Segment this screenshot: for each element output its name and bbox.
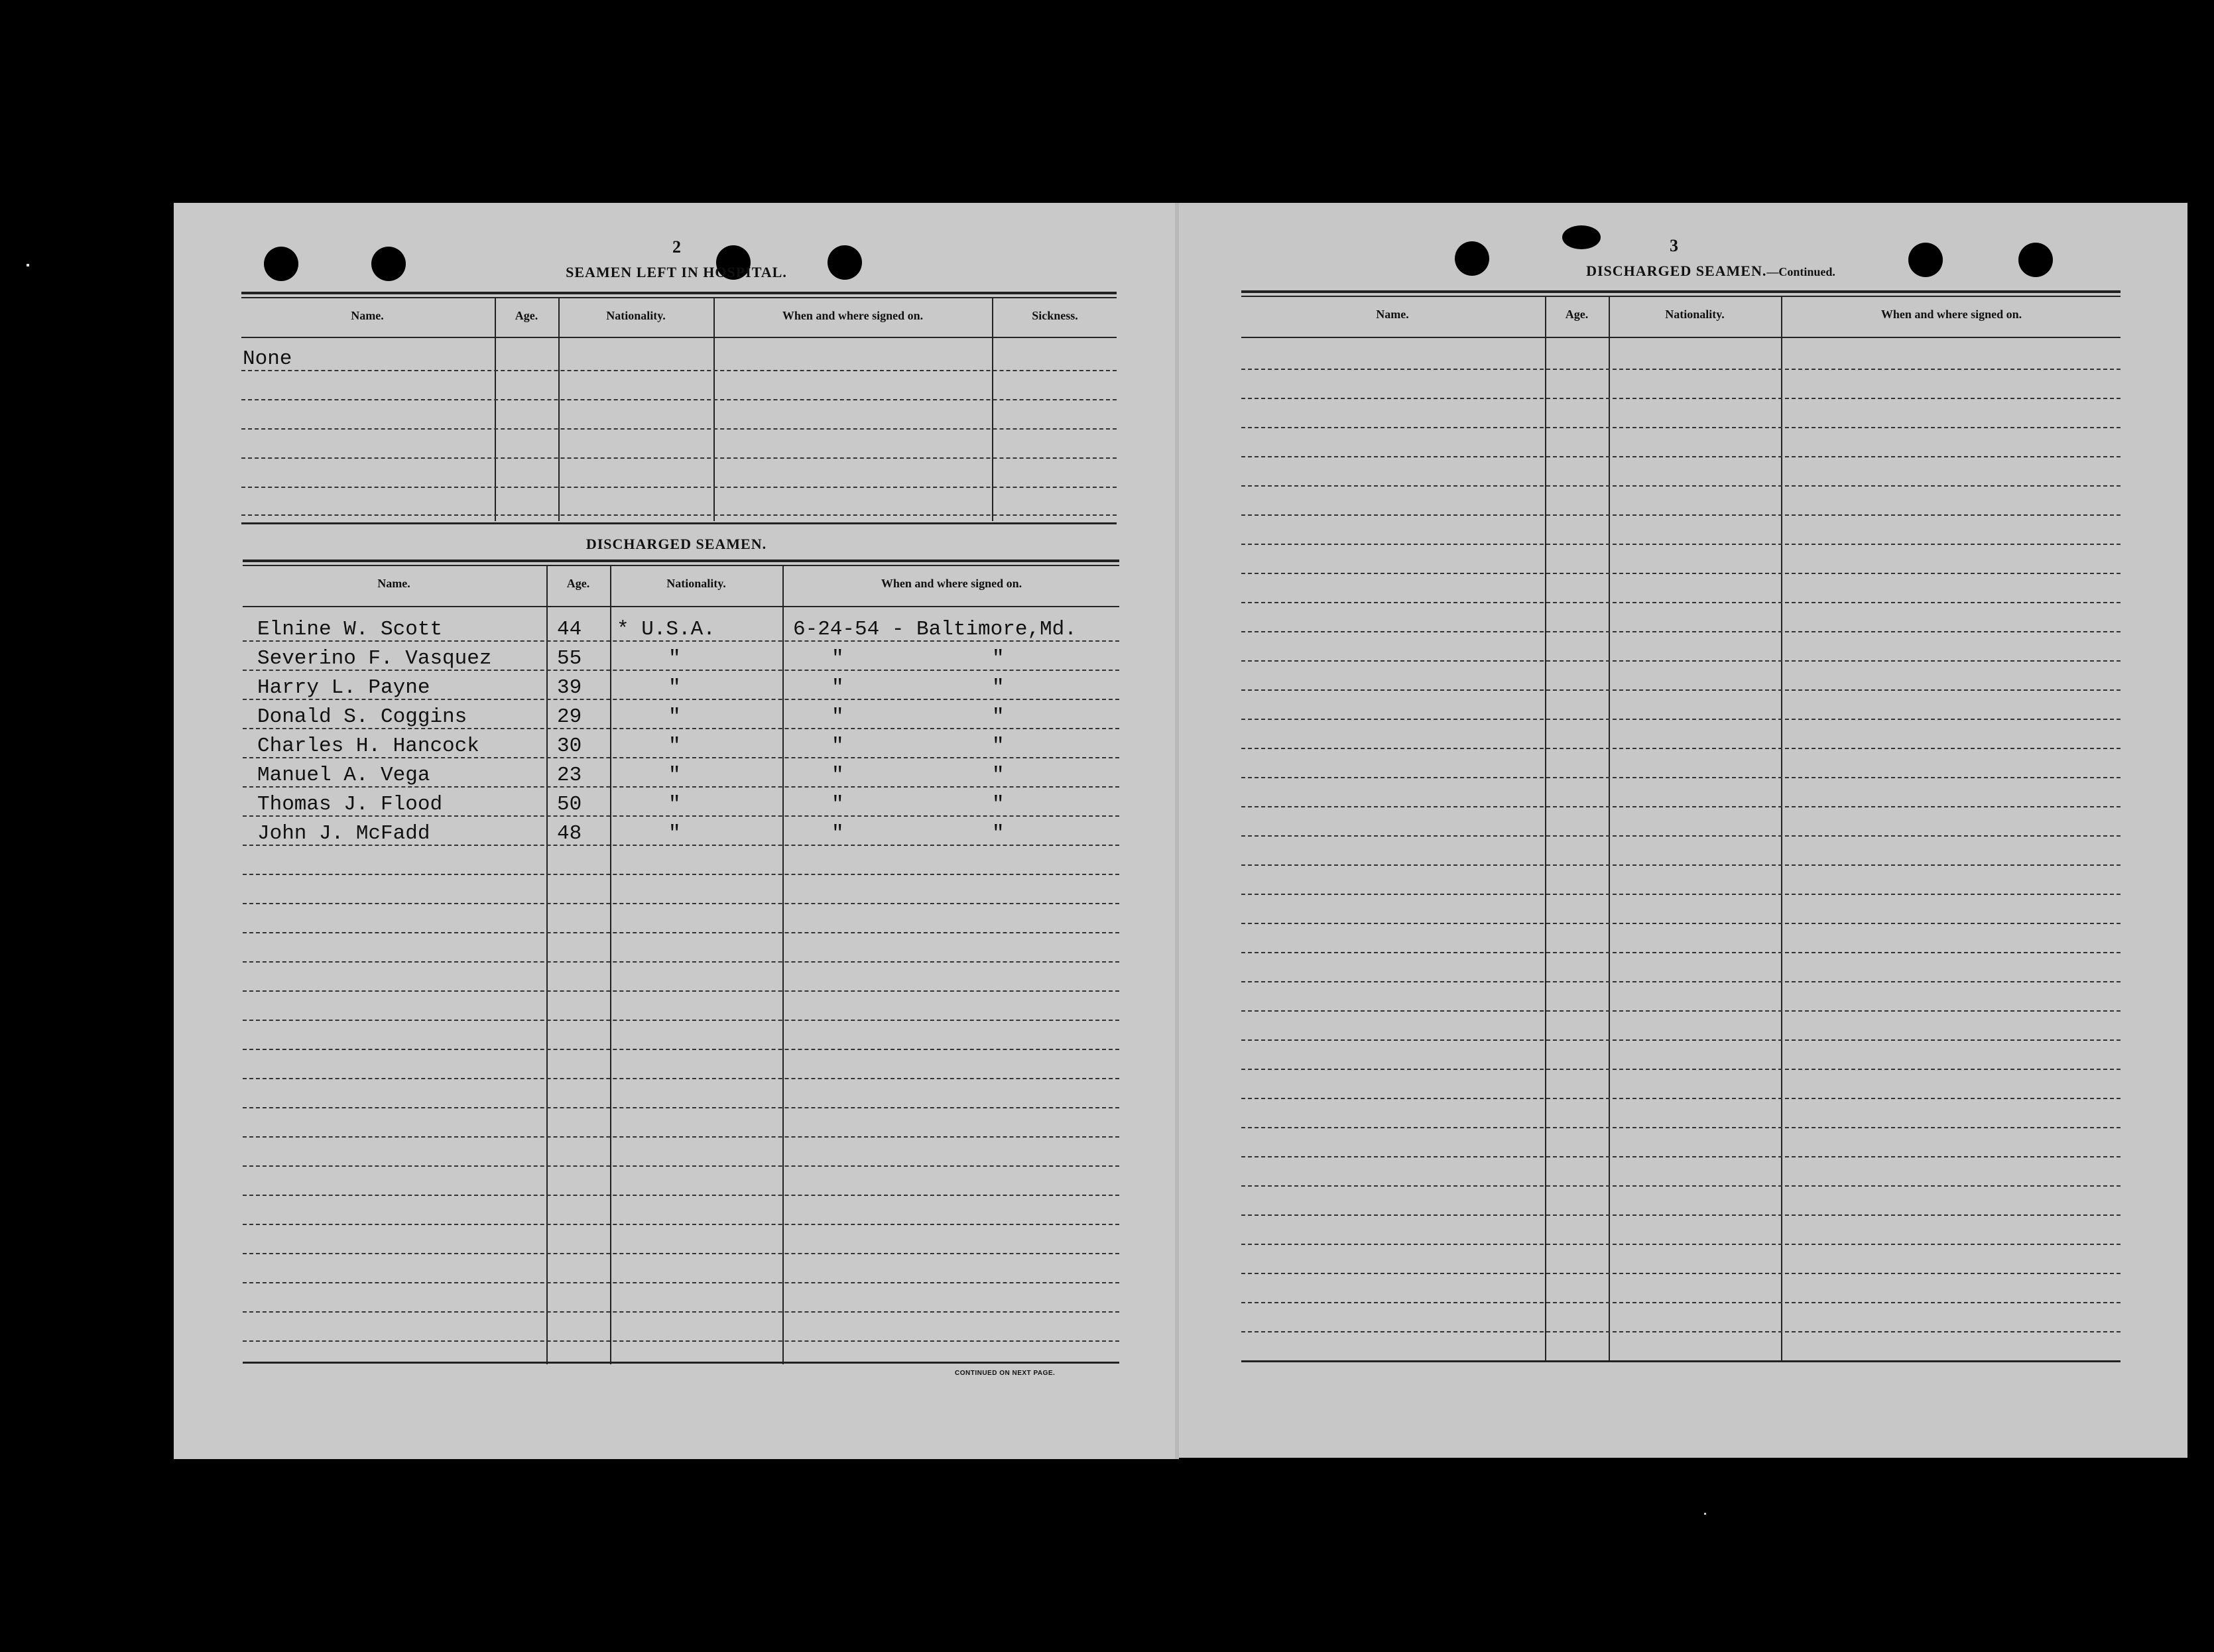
seaman-signed-place: " — [992, 676, 1005, 699]
seaman-signed-on: " — [831, 676, 844, 699]
seaman-name: Elnine W. Scott — [257, 618, 443, 641]
seaman-signed-on: 6-24-54 - Baltimore,Md. — [793, 618, 1077, 641]
seaman-signed-place: " — [992, 735, 1005, 758]
punch-hole — [1455, 241, 1489, 276]
seaman-name: John J. McFadd — [257, 822, 430, 845]
col-header-nationality: Nationality. — [1665, 308, 1725, 321]
col-header-signed-on: When and where signed on. — [881, 577, 1022, 590]
seaman-signed-on: " — [831, 822, 844, 845]
seaman-nationality: " — [668, 793, 681, 816]
seaman-signed-on: " — [831, 735, 844, 758]
title-main: DISCHARGED SEAMEN. — [1586, 263, 1767, 279]
discharged-table — [243, 560, 1119, 1366]
col-header-sickness: Sickness. — [1032, 309, 1078, 322]
page-number: 3 — [1670, 236, 1678, 255]
seaman-nationality: " — [668, 647, 681, 670]
col-header-name: Name. — [351, 309, 384, 322]
col-header-name: Name. — [1376, 308, 1409, 321]
seaman-age: 48 — [557, 822, 582, 845]
seaman-signed-place: " — [992, 647, 1005, 670]
col-header-signed-on: When and where signed on. — [782, 309, 924, 322]
seaman-signed-on: " — [831, 793, 844, 816]
punch-hole — [371, 247, 406, 281]
seaman-age: 23 — [557, 764, 582, 787]
hospital-entry: None — [243, 347, 292, 371]
seaman-name: Charles H. Hancock — [257, 735, 479, 758]
seaman-name: Manuel A. Vega — [257, 764, 430, 787]
seaman-signed-place: " — [992, 764, 1005, 787]
page-fold — [1175, 203, 1179, 1459]
col-header-age: Age. — [1565, 308, 1589, 321]
discharged-section-title: DISCHARGED SEAMEN. — [585, 536, 767, 552]
seaman-signed-on: " — [831, 647, 844, 670]
punch-hole — [2018, 243, 2053, 277]
seaman-age: 30 — [557, 735, 582, 758]
discharged-continued-table — [1241, 290, 2121, 1364]
hospital-table — [241, 292, 1117, 525]
col-header-nationality: Nationality. — [606, 309, 666, 322]
seaman-name: Severino F. Vasquez — [257, 647, 492, 670]
seaman-age: 29 — [557, 705, 582, 729]
seaman-signed-place: " — [992, 822, 1005, 845]
seaman-signed-place: " — [992, 705, 1005, 729]
seaman-age: 55 — [557, 647, 582, 670]
col-header-age: Age. — [515, 309, 538, 322]
punch-hole — [1908, 243, 1943, 277]
punch-hole — [264, 247, 298, 281]
page-number: 2 — [672, 237, 681, 257]
seaman-age: 39 — [557, 676, 582, 699]
seaman-nationality: " — [668, 764, 681, 787]
seaman-nationality: * U.S.A. — [617, 618, 715, 641]
seaman-signed-place: " — [992, 793, 1005, 816]
seaman-nationality: " — [668, 735, 681, 758]
seaman-nationality: " — [668, 676, 681, 699]
discharged-continued-title — [1525, 263, 1896, 280]
seaman-age: 50 — [557, 793, 582, 816]
punch-hole — [1562, 225, 1601, 249]
seaman-signed-on: " — [831, 705, 844, 729]
seaman-nationality: " — [668, 822, 681, 845]
continued-note: CONTINUED ON NEXT PAGE. — [955, 1370, 1056, 1377]
col-header-signed-on: When and where signed on. — [1880, 308, 2022, 321]
seaman-name: Donald S. Coggins — [257, 705, 467, 729]
seaman-name: Thomas J. Flood — [257, 793, 443, 816]
col-header-nationality: Nationality. — [666, 577, 726, 590]
seaman-age: 44 — [557, 618, 582, 641]
col-header-name: Name. — [377, 577, 410, 590]
hospital-section-title: SEAMEN LEFT IN HOSPITAL. — [566, 264, 787, 280]
seaman-nationality: " — [668, 705, 681, 729]
title-suffix: —Continued. — [1766, 265, 1835, 278]
col-header-age: Age. — [566, 577, 590, 590]
seaman-signed-on: " — [831, 764, 844, 787]
seaman-name: Harry L. Payne — [257, 676, 430, 699]
